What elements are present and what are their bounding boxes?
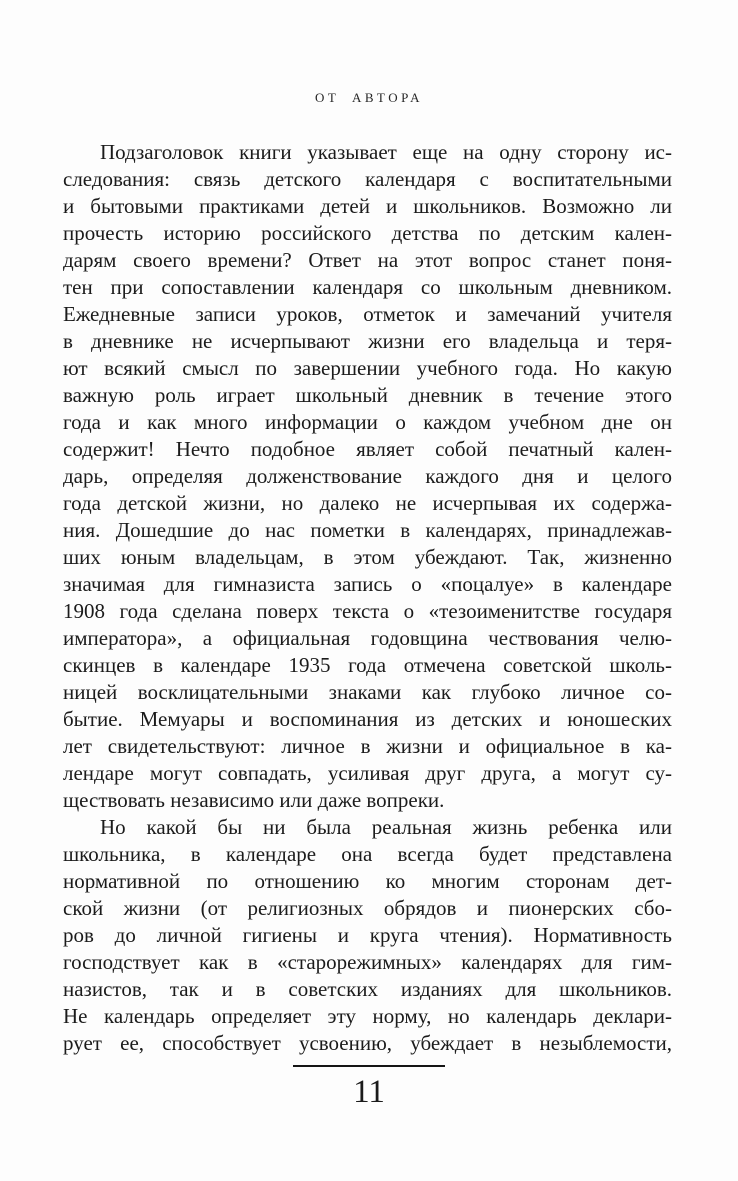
- text-line: ществовать независимо или даже вопреки.: [63, 788, 445, 812]
- text-line: школьника, в календаре она всегда будет представлена: [63, 842, 672, 866]
- page-number: 11: [353, 1074, 385, 1110]
- text-line: лет свидетельствуют: личное в жизни и официальное в ка-: [63, 734, 672, 758]
- text-line: Но какой бы ни была реальная жизнь ребенка или: [100, 815, 672, 839]
- text-line: дарь, определяя долженствование каждого дня и целого: [63, 464, 672, 488]
- text-line: ров до личной гигиены и круга чтения). Нормативность: [63, 923, 672, 947]
- text-line: рует ее, способствует усвоению, убеждает в незыблемости,: [63, 1031, 672, 1055]
- chapter-header: ОТ АВТОРА: [314, 90, 424, 105]
- text-line: значимая для гимназиста запись о «поцалуе» в календаре: [63, 572, 672, 596]
- text-line: в дневнике не исчерпывают жизни его владельца и теря-: [63, 329, 672, 353]
- text-line: года детской жизни, но далеко не исчерпывая их содержа-: [63, 491, 672, 515]
- page-number-rule: [293, 1065, 445, 1067]
- text-line: господствует как в «старорежимных» календарях для гим-: [63, 950, 672, 974]
- paragraph: [63, 139, 672, 814]
- text-line: Подзаголовок книги указывает еще на одну сторону ис-: [100, 140, 672, 164]
- text-line: года и как много информации о каждом учебном дне он: [63, 410, 672, 434]
- text-line: содержит! Нечто подобное являет собой печатный кален-: [63, 437, 672, 461]
- text-line: ших юным владельцам, в этом убеждают. Так, жизненно: [63, 545, 672, 569]
- text-line: ют всякий смысл по завершении учебного года. Но какую: [63, 356, 672, 380]
- text-line: скинцев в календаре 1935 года отмечена советской школь-: [63, 653, 672, 677]
- text-line: Не календарь определяет эту норму, но календарь деклари-: [63, 1004, 672, 1028]
- body-text: [63, 139, 672, 1057]
- text-line: важную роль играет школьный дневник в течение этого: [63, 383, 672, 407]
- text-line: лендаре могут совпадать, усиливая друг друга, а могут су-: [63, 761, 672, 785]
- text-line: 1908 года сделана поверх текста о «тезоименитстве государя: [63, 599, 672, 623]
- text-line: тен при сопоставлении календаря со школьным дневником.: [63, 275, 672, 299]
- text-line: ния. Дошедшие до нас пометки в календарях, принадлежав-: [63, 518, 672, 542]
- text-line: бытие. Мемуары и воспоминания из детских и юношеских: [63, 707, 672, 731]
- text-line: ской жизни (от религиозных обрядов и пионерских сбо-: [63, 896, 672, 920]
- text-line: нормативной по отношению ко многим сторонам дет-: [63, 869, 672, 893]
- text-line: следования: связь детского календаря с воспитательными: [63, 167, 672, 191]
- text-line: дарям своего времени? Ответ на этот вопрос станет поня-: [63, 248, 672, 272]
- text-line: ницей восклицательными знаками как глубоко личное со-: [63, 680, 672, 704]
- text-line: Ежедневные записи уроков, отметок и замечаний учителя: [63, 302, 672, 326]
- text-line: прочесть историю российского детства по детским кален-: [63, 221, 672, 245]
- text-line: назистов, так и в советских изданиях для школьников.: [63, 977, 672, 1001]
- text-line: и бытовыми практиками детей и школьников. Возможно ли: [63, 194, 672, 218]
- text-line: императора», а официальная годовщина чествования челю-: [63, 626, 672, 650]
- paragraph: [63, 814, 672, 1057]
